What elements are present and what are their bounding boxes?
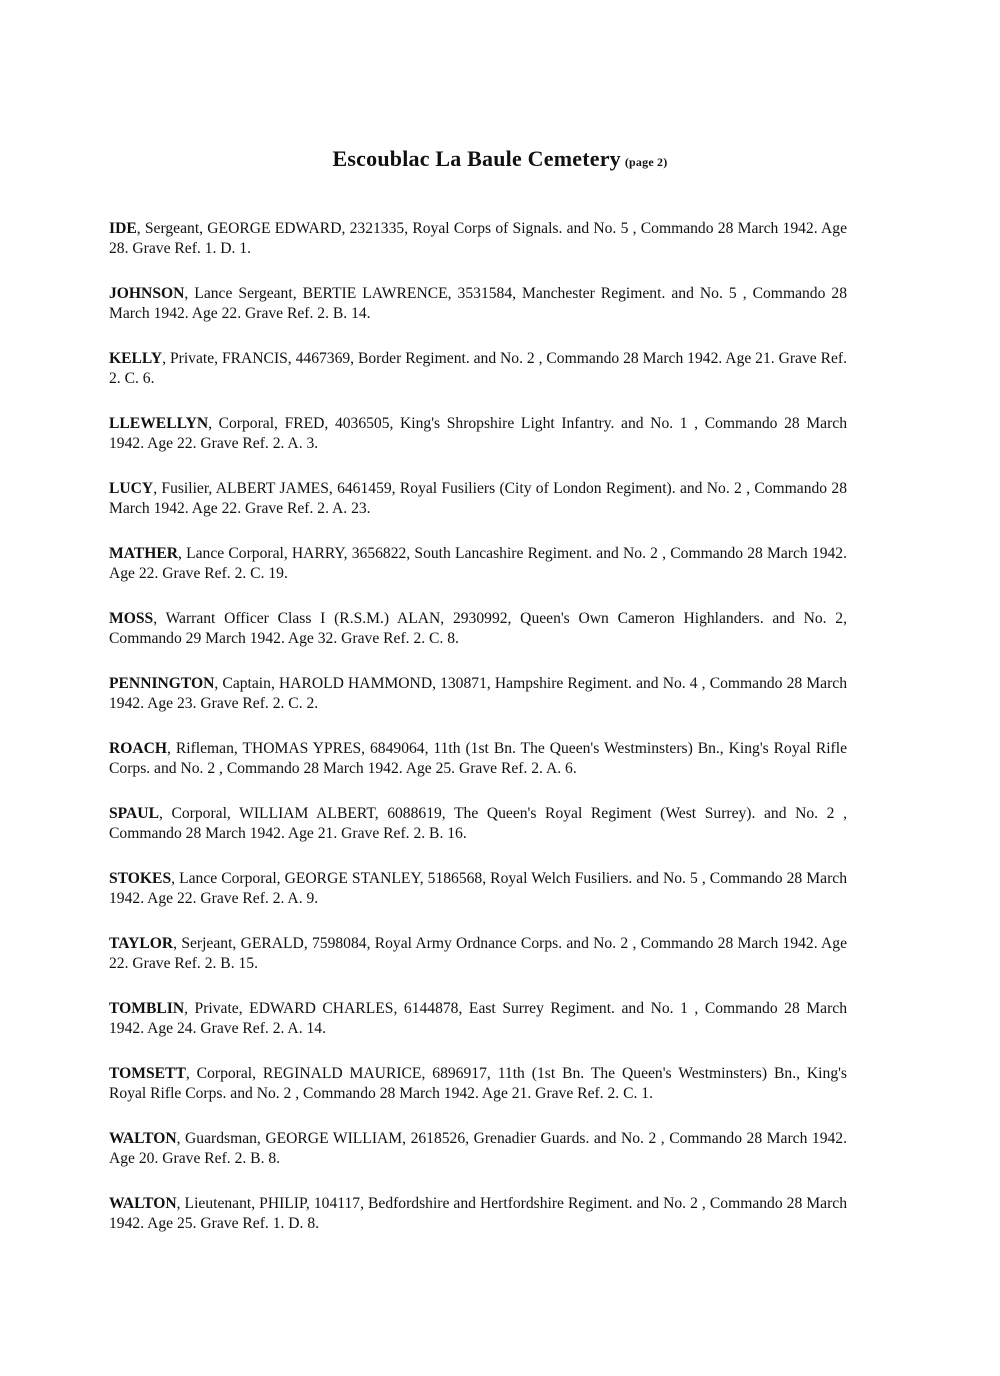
entry-surname: TAYLOR	[109, 935, 174, 952]
entry-details: , Warrant Officer Class I (R.S.M.) ALAN, 2930992, Queen's Own Cameron Highlanders. and No. 2, Commando 29 March 1942. Age 32. Grave Ref. 2. C. 8.	[109, 610, 847, 647]
entry-details: , Guardsman, GEORGE WILLIAM, 2618526, Grenadier Guards. and No. 2 , Commando 28 March 1942. Age 20. Grave Ref. 2. B. 8.	[109, 1130, 847, 1167]
entry-surname: TOMBLIN	[109, 1000, 185, 1017]
entry-details: , Corporal, REGINALD MAURICE, 6896917, 11th (1st Bn. The Queen's Westminsters) Bn., King's Royal Rifle Corps. and No. 2 , Commando 28 March 1942. Age 21. Grave Ref. 2. C. 1.	[109, 1065, 847, 1102]
entry-details: , Lance Sergeant, BERTIE LAWRENCE, 3531584, Manchester Regiment. and No. 5 , Commando 28 March 1942. Age 22. Grave Ref. 2. B. 14.	[109, 285, 847, 322]
entry-details: , Sergeant, GEORGE EDWARD, 2321335, Royal Corps of Signals. and No. 5 , Commando 28 March 1942. Age 28. Grave Ref. 1. D. 1.	[109, 220, 847, 257]
page-title	[0, 146, 1000, 172]
list-item	[109, 1129, 847, 1169]
list-item	[109, 934, 847, 974]
entry-surname: LUCY	[109, 480, 154, 497]
entry-surname: JOHNSON	[109, 285, 185, 302]
entry-details: , Corporal, FRED, 4036505, King's Shropshire Light Infantry. and No. 1 , Commando 28 March 1942. Age 22. Grave Ref. 2. A. 3.	[109, 415, 847, 452]
list-item	[109, 999, 847, 1039]
list-item	[109, 284, 847, 324]
entry-surname: SPAUL	[109, 805, 159, 822]
entry-details: , Private, FRANCIS, 4467369, Border Regiment. and No. 2 , Commando 28 March 1942. Age 21. Grave Ref. 2. C. 6.	[109, 350, 847, 387]
list-item	[109, 804, 847, 844]
list-item	[109, 544, 847, 584]
list-item	[109, 869, 847, 909]
list-item	[109, 414, 847, 454]
entry-details: , Rifleman, THOMAS YPRES, 6849064, 11th (1st Bn. The Queen's Westminsters) Bn., King's Royal Rifle Corps. and No. 2 , Commando 28 March 1942. Age 25. Grave Ref. 2. A. 6.	[109, 740, 847, 777]
entry-surname: MATHER	[109, 545, 179, 562]
entry-details: , Captain, HAROLD HAMMOND, 130871, Hampshire Regiment. and No. 4 , Commando 28 March 1942. Age 23. Grave Ref. 2. C. 2.	[109, 675, 847, 712]
title-text: Escoublac La Baule Cemetery	[332, 146, 621, 171]
page-note: (page 2)	[624, 155, 668, 169]
casualty-list	[109, 219, 847, 1259]
entry-surname: IDE	[109, 220, 137, 237]
entry-surname: KELLY	[109, 350, 163, 367]
list-item	[109, 1194, 847, 1234]
entry-details: , Lance Corporal, HARRY, 3656822, South Lancashire Regiment. and No. 2 , Commando 28 March 1942. Age 22. Grave Ref. 2. C. 19.	[109, 545, 847, 582]
list-item	[109, 674, 847, 714]
list-item	[109, 349, 847, 389]
list-item	[109, 219, 847, 259]
entry-details: , Corporal, WILLIAM ALBERT, 6088619, The Queen's Royal Regiment (West Surrey). and No. 2 , Commando 28 March 1942. Age 21. Grave Ref. 2. B. 16.	[109, 805, 847, 842]
entry-details: , Private, EDWARD CHARLES, 6144878, East Surrey Regiment. and No. 1 , Commando 28 March 1942. Age 24. Grave Ref. 2. A. 14.	[109, 1000, 847, 1037]
entry-surname: LLEWELLYN	[109, 415, 209, 432]
entry-surname: WALTON	[109, 1130, 177, 1147]
entry-details: , Lance Corporal, GEORGE STANLEY, 5186568, Royal Welch Fusiliers. and No. 5 , Commando 28 March 1942. Age 22. Grave Ref. 2. A. 9.	[109, 870, 847, 907]
entry-surname: PENNINGTON	[109, 675, 215, 692]
list-item	[109, 1064, 847, 1104]
list-item	[109, 739, 847, 779]
entry-surname: TOMSETT	[109, 1065, 186, 1082]
entry-surname: STOKES	[109, 870, 172, 887]
list-item	[109, 479, 847, 519]
list-item	[109, 609, 847, 649]
entry-details: , Serjeant, GERALD, 7598084, Royal Army Ordnance Corps. and No. 2 , Commando 28 March 1942. Age 22. Grave Ref. 2. B. 15.	[109, 935, 847, 972]
entry-surname: MOSS	[109, 610, 154, 627]
entry-details: , Lieutenant, PHILIP, 104117, Bedfordshire and Hertfordshire Regiment. and No. 2 , Commando 28 March 1942. Age 25. Grave Ref. 1. D. 8.	[109, 1195, 847, 1232]
entry-surname: ROACH	[109, 740, 168, 757]
entry-surname: WALTON	[109, 1195, 177, 1212]
entry-details: , Fusilier, ALBERT JAMES, 6461459, Royal Fusiliers (City of London Regiment). and No. 2 , Commando 28 March 1942. Age 22. Grave Ref. 2. A. 23.	[109, 480, 847, 517]
